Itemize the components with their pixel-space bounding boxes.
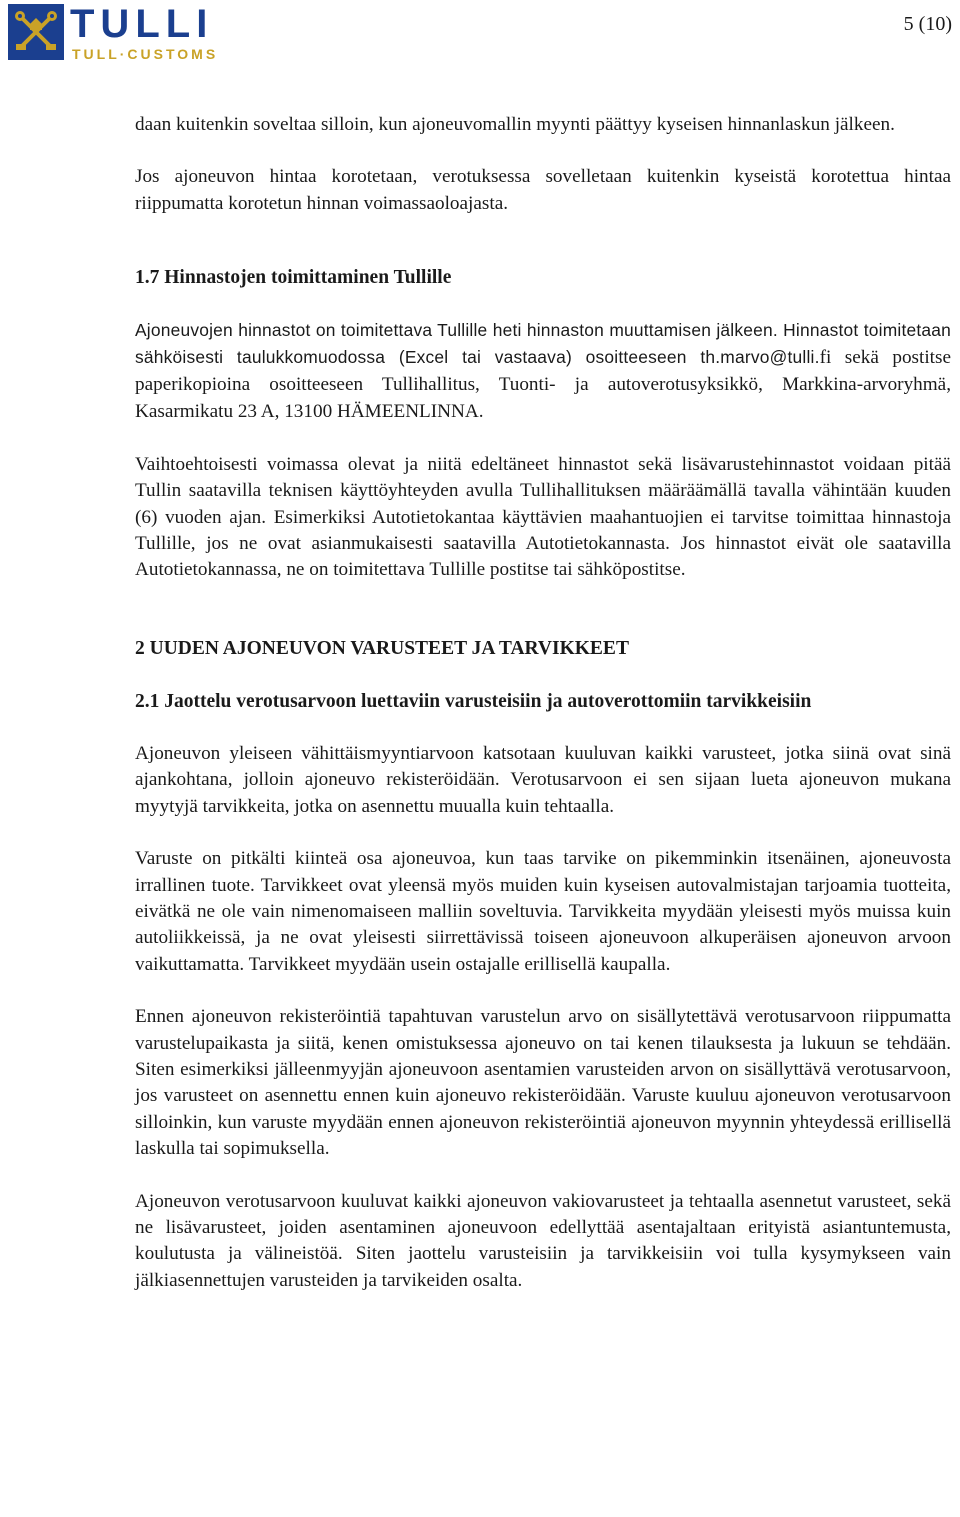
chapter-heading-2: 2 UUDEN AJONEUVON VARUSTEET JA TARVIKKEET bbox=[135, 637, 629, 659]
paragraph: Ajoneuvon verotusarvoon kuuluvat kaikki ajoneuvon vakiovarusteet ja tehtaalla asennetut varusteet, sekä ne lisävarusteet, joiden asentaminen ajoneuvoon edellyttää asentajaltaan erityistä asiantuntemusta, koulutusta ja välineistöä. Siten jaottelu varusteisiin ja tarvikkeisiin voi tulla kysymykseen vain jälkiasennettujen varusteiden ja tarvikeiden osalta. bbox=[135, 1190, 951, 1291]
page-header bbox=[0, 0, 960, 66]
logo-subtitle: TULL·CUSTOMS bbox=[72, 46, 219, 62]
document-body bbox=[135, 112, 951, 1294]
paragraph: daan kuitenkin soveltaa silloin, kun ajoneuvomallin myynti päättyy kyseisen hinnanlaskun jälkeen. bbox=[135, 114, 895, 135]
paragraph-part: Ajoneuvojen hinnastot on toimitettava Tullille heti hinnaston muuttamisen jälkeen. Hinnastot toimitetaan sähköisesti taulukkomuodossa (Excel tai vastaava) osoitteeseen th.marvo@tulli. bbox=[135, 320, 951, 367]
tulli-logo bbox=[8, 4, 258, 60]
paragraph: Varuste on pitkälti kiinteä osa ajoneuvoa, kun taas tarvike on pikemminkin itsenäinen, ajoneuvosta irrallinen tuote. Tarvikkeet ovat yleensä myös muiden kuin kyseisen autovalmistajan tarjoamia tuotteita, eivätkä ne ole vain nimenomaiseen malliin soveltuvia. Tarvikkeita myydään yleisesti myös muissa kuin autoliikkeissä, ja ne ovat yleisesti siirrettävissä toiseen ajoneuvoon alkuperäisen ajoneuvon arvoon vaikuttamatta. Tarvikkeet myydään usein ostajalle erillisellä kaupalla. bbox=[135, 848, 951, 975]
paragraph: Ennen ajoneuvon rekisteröintiä tapahtuvan varustelun arvo on sisällytettävä verotusarvoon riippumatta varustelupaikasta ja siitä, kenen omistuksessa ajoneuvo on tai kenen tilauksesta ja lukuun se tehdään. Siten esimerkiksi jälleenmyyjän ajoneuvoon asentamien varusteiden arvon on sisällyttävä verotusarvoon, jos varusteet on asennettu ennen kuin ajoneuvo rekisteröidään. Varuste kuuluu ajoneuvon verotusarvoon silloinkin, kun varuste myydään ennen ajoneuvon rekisteröintiä ajoneuvon myynnin yhteydessä erillisellä laskulla tai sopimuksella. bbox=[135, 1006, 951, 1160]
logo-name: TULLI bbox=[70, 2, 214, 46]
section-heading-1-7: 1.7 Hinnastojen toimittaminen Tullille bbox=[135, 267, 452, 289]
paragraph: Jos ajoneuvon hintaa korotetaan, verotuksessa sovelletaan kuitenkin kyseistä korotettua hintaa riippumatta korotetun hinnan voimassaoloajasta. bbox=[135, 166, 951, 214]
paragraph: Vaihtoehtoisesti voimassa olevat ja niitä edeltäneet hinnastot sekä lisävarustehinnastot voidaan pitää Tullin saatavilla teknisen käyttöyhteyden avulla Tullihallituksen määräämällä tavalla vähintään kuuden (6) vuoden ajan. Esimerkiksi Autotietokantaa käyttävien maahantuojien ei tarvitse toimittaa hinnastoja Tullille, jos ne ovat asianmukaisesti saatavilla Autotietokannasta. Jos hinnastot eivät ole saatavilla Autotietokannassa, ne on toimitettava Tullille postitse tai sähköpostitse. bbox=[135, 453, 951, 581]
paragraph bbox=[135, 317, 951, 426]
section-heading-2-1: 2.1 Jaottelu verotusarvoon luettaviin varusteisiin ja autoverottomiin tarvikkeisiin bbox=[135, 690, 812, 712]
page-number: 5 (10) bbox=[903, 13, 952, 35]
paragraph-part: fi sekä postitse paperikopioina osoitteeseen Tullihallitus, Tuonti- ja autoverotusyksikkö, Markkina-arvoryhmä, Kasarmikatu 23 A, 13100 HÄMEENLINNA. bbox=[135, 346, 951, 423]
paragraph: Ajoneuvon yleiseen vähittäismyyntiarvoon katsotaan kuuluvan kaikki varusteet, jotka siinä ovat sinä ajankohtana, jolloin ajoneuvo rekisteröidään. Verotusarvoon ei sen sijaan lueta ajoneuvon mukana myytyjä tarvikkeita, jotka on asennettu muualla kuin tehtaalla. bbox=[135, 742, 951, 817]
customs-emblem-icon bbox=[8, 4, 64, 60]
